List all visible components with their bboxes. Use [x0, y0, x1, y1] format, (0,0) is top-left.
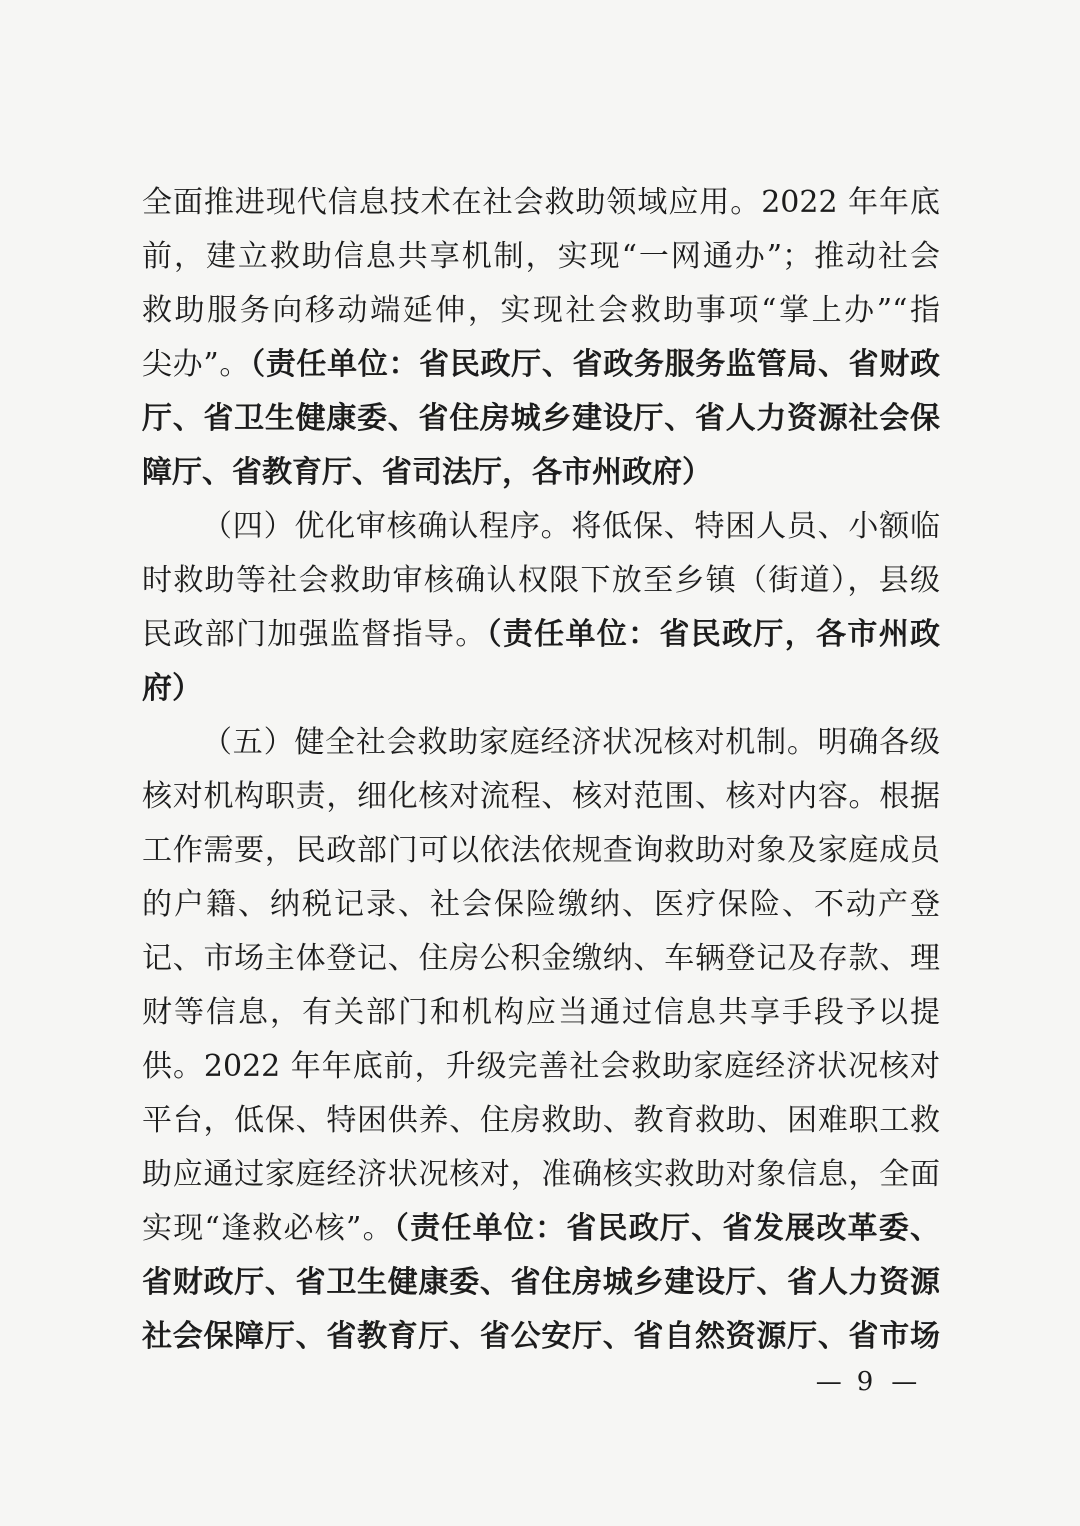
- text-line: 实现“逢救必核”。（责任单位：省民政厅、省发展改革委、: [142, 1211, 940, 1246]
- text-line: 府）: [142, 671, 202, 706]
- text-line: 尖办”。（责任单位：省民政厅、省政务服务监管局、省财政: [142, 347, 940, 382]
- responsibility-note: （责任单位：省民政厅、省政务服务监管局、省财政: [250, 347, 940, 382]
- text-line: 省财政厅、省卫生健康委、省住房城乡建设厅、省人力资源: [142, 1265, 940, 1300]
- responsibility-note: （责任单位：省民政厅、省发展改革委、: [393, 1211, 940, 1246]
- text-line: 时救助等社会救助审核确认权限下放至乡镇（街道），县级: [142, 563, 940, 598]
- text-line: 社会保障厅、省教育厅、省公安厅、省自然资源厅、省市场: [142, 1319, 940, 1354]
- text-line: 民政部门加强监督指导。（责任单位：省民政厅，各市州政: [142, 617, 940, 652]
- text-line: 的户籍、纳税记录、社会保险缴纳、医疗保险、不动产登: [142, 887, 940, 922]
- body-text: [142, 176, 940, 1364]
- text-line: 厅、省卫生健康委、省住房城乡建设厅、省人力资源社会保: [142, 401, 940, 436]
- responsibility-note: （责任单位：省民政厅，各市州政: [486, 617, 940, 652]
- text-line: 助应通过家庭经济状况核对，准确核实救助对象信息，全面: [142, 1157, 940, 1192]
- text-line: 核对机构职责，细化核对流程、核对范围、核对内容。根据: [142, 779, 940, 814]
- text-line: 全面推进现代信息技术在社会救助领域应用。2022 年年底: [142, 185, 940, 220]
- footer-dash-left: —: [815, 1367, 839, 1397]
- text-line: 供。2022 年年底前，升级完善社会救助家庭经济状况核对: [142, 1049, 940, 1084]
- footer-dash-right: —: [891, 1367, 915, 1397]
- page-number-footer: [790, 1360, 940, 1404]
- text-line: 记、市场主体登记、住房公积金缴纳、车辆登记及存款、理: [142, 941, 940, 976]
- text-line: 工作需要，民政部门可以依法依规查询救助对象及家庭成员: [142, 833, 940, 868]
- section-heading-line: （五）健全社会救助家庭经济状况核对机制。明确各级: [202, 725, 940, 760]
- page-number: 9: [856, 1367, 874, 1397]
- section-heading-line: （四）优化审核确认程序。将低保、特困人员、小额临: [202, 509, 940, 544]
- text-line: 障厅、省教育厅、省司法厅，各市州政府）: [142, 455, 712, 490]
- text-line: 财等信息，有关部门和机构应当通过信息共享手段予以提: [142, 995, 940, 1030]
- text-line: 救助服务向移动端延伸，实现社会救助事项“掌上办”“指: [142, 293, 940, 328]
- text-line: 平台，低保、特困供养、住房救助、教育救助、困难职工救: [142, 1103, 940, 1138]
- text-line: 前，建立救助信息共享机制，实现“一网通办”；推动社会: [142, 239, 940, 274]
